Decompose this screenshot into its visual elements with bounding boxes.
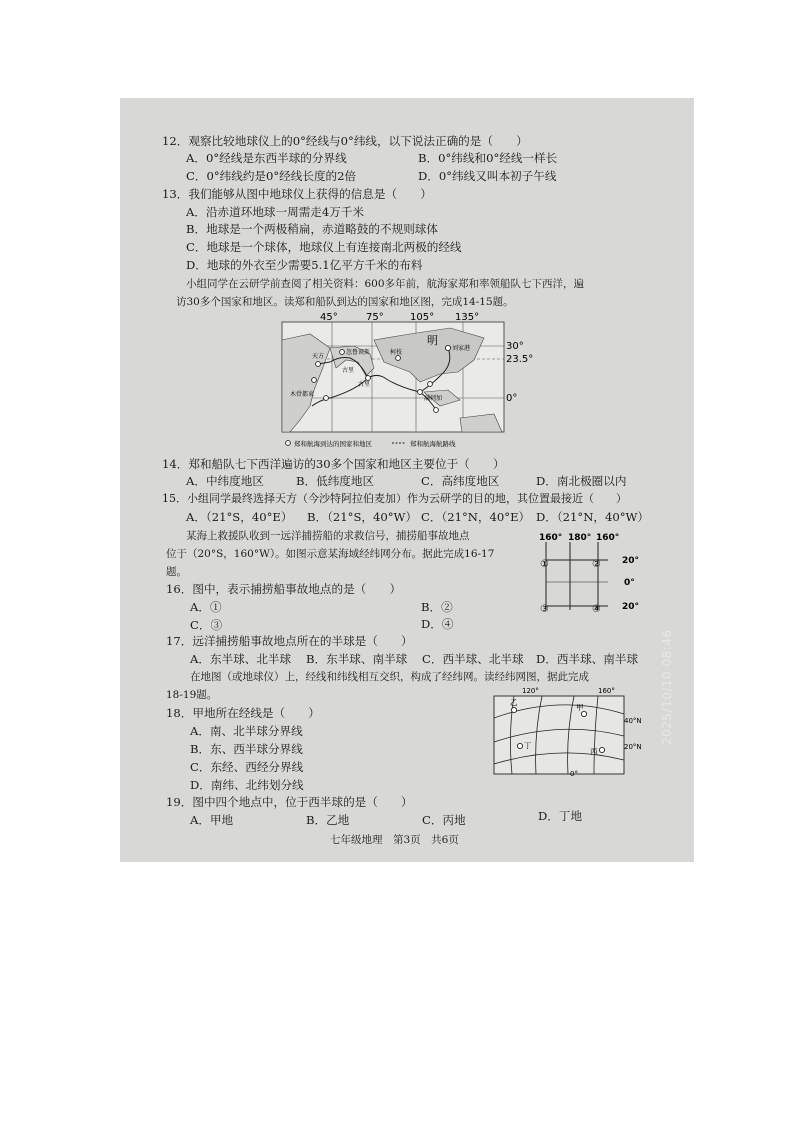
q13-option-d: D．地球的外衣至少需要5.1亿平方千米的布料	[186, 258, 423, 272]
map-place-label: 古里	[358, 381, 371, 388]
point-ding	[517, 743, 522, 748]
page-footer: 七年级地理 第3页 共6页	[330, 834, 459, 846]
map-place-label: 明	[427, 334, 438, 347]
q12-option-a: A．0°经线是东西半球的分界线	[186, 151, 347, 165]
q13-stem: 13．我们能够从图中地球仪上获得的信息是（ ）	[162, 187, 432, 201]
q18-option-d: D．南纬、北纬划分线	[190, 778, 304, 792]
grid18-point-label: 丁	[524, 741, 532, 750]
q16-option-c: C．③	[190, 618, 223, 632]
grid16-point-3: ③	[540, 604, 549, 614]
intro-16-17-line3: 题。	[166, 566, 187, 578]
q16-option-d: D．④	[421, 617, 454, 631]
q14-option-a: A．中纬度地区	[186, 474, 264, 488]
point-jia	[581, 711, 586, 716]
map-place-label: 古里	[342, 367, 355, 374]
q12-option-b: B．0°纬线和0°经线一样长	[418, 151, 558, 165]
photo-timestamp: 2025/10/10 08:46	[660, 629, 674, 745]
q18-option-a: A．南、北半球分界线	[190, 724, 303, 738]
q19-option-c: C．丙地	[422, 813, 466, 827]
q13-option-b: B．地球是一个两极稍扁，赤道略鼓的不规则球体	[186, 222, 438, 236]
hormuz-point	[340, 350, 345, 355]
siam-point	[428, 382, 433, 387]
q15-option-b: B．（21°S，40°W）	[307, 510, 418, 524]
q14-option-d: D．南北极圈以内	[536, 474, 627, 488]
grid16-lon-label: 160°	[596, 533, 620, 543]
intro-14-15-line1: 小组同学在云研学前查阅了相关资料：600多年前，航海家郑和率领船队七下西洋，遍	[186, 278, 585, 290]
legend-point-label: 郑和航海到达的国家和地区	[294, 440, 372, 448]
legend-point-icon	[286, 441, 291, 446]
q14-option-b: B．低纬度地区	[296, 474, 375, 488]
q14-stem: 14．郑和船队七下西洋遍访的30多个国家和地区主要位于（ ）	[162, 457, 505, 471]
q15-stem: 15．小组同学最终选择天方（今沙特阿拉伯麦加）作为云研学的目的地，其位置最接近（ ）	[162, 492, 627, 505]
grid18-lat-label: 40°N	[624, 717, 642, 725]
map-lat-label: 30°	[506, 341, 524, 352]
q18-option-b: B．东、西半球分界线	[190, 742, 303, 756]
guli-point	[366, 376, 371, 381]
grid18-lon-label: 160°	[598, 687, 615, 695]
grid16-lat-label: 20°	[622, 602, 640, 612]
q12-option-d: D．0°纬线又叫本初子午线	[418, 169, 557, 183]
q17-option-b: B．东半球、南半球	[306, 652, 408, 666]
grid16-point-2: ②	[592, 559, 601, 570]
q16-option-b: B．②	[421, 600, 453, 614]
q18-stem: 18．甲地所在经线是（ ）	[166, 706, 320, 720]
grid18-point-label: 乙	[510, 698, 518, 707]
q16-option-a: A．①	[190, 600, 222, 614]
grid16-point-4: ④	[592, 604, 601, 614]
q19-stem: 19．图中四个地点中，位于西半球的是（ ）	[166, 795, 413, 809]
q17-option-c: C．西半球、北半球	[422, 652, 524, 666]
map-place-label: 木骨都束	[290, 391, 315, 398]
intro-18-19-line2: 18-19题。	[166, 689, 218, 701]
tianfang-point	[316, 362, 321, 367]
map-lon-label: 135°	[455, 312, 480, 323]
q15-option-a: A．（21°S，40°E）	[186, 510, 293, 524]
map-lat-label: 23.5°	[506, 354, 534, 365]
q17-option-a: A．东半球、北半球	[190, 652, 292, 666]
malacca-point	[418, 390, 423, 395]
grid16-point-1: ①	[540, 559, 549, 570]
q13-option-a: A．沿赤道环地球一周需走4万千米	[186, 205, 365, 219]
map-place-label: 忽鲁谟斯	[346, 349, 371, 356]
q12-option-c: C．0°纬线约是0°经线长度的2倍	[186, 169, 357, 183]
q16-stem: 16．图中，表示捕捞船事故地点的是（ ）	[166, 582, 402, 596]
mogadishu-point	[324, 396, 329, 401]
map-place-label: 天方	[312, 353, 325, 360]
grid18-lon-label: 120°	[522, 687, 539, 695]
lat-lon-grid-18	[490, 684, 650, 780]
grid16-lon-label: 160°	[539, 533, 563, 543]
grid18-point-label: 丙	[590, 747, 598, 756]
grid18-point-label: 甲	[576, 703, 584, 712]
map-lon-label: 105°	[410, 312, 435, 323]
map-place-label: 刘家港	[452, 345, 471, 352]
map-lat-label: 0°	[506, 393, 518, 404]
intro-16-17-line1: 某海上救援队收到一远洋捕捞船的求救信号，捕捞船事故地点	[186, 530, 470, 542]
q18-option-c: C．东经、西经分界线	[190, 760, 304, 774]
q14-option-c: C．高纬度地区	[421, 474, 500, 488]
aden-point	[312, 378, 317, 383]
kozhi-point	[396, 356, 401, 361]
map-lon-label: 75°	[366, 312, 384, 323]
q19-option-a: A．甲地	[190, 813, 234, 827]
q19-option-d: D．丁地	[538, 809, 583, 823]
q17-option-d: D．西半球、南半球	[536, 652, 639, 666]
liujiagang-point	[445, 345, 450, 350]
q13-option-c: C．地球是一个球体，地球仪上有连接南北两极的经线	[186, 240, 462, 254]
q15-option-c: C．（21°N，40°E）	[421, 510, 531, 524]
grid18-equator-label: 0°	[570, 770, 578, 778]
grid16-lon-label: 180°	[568, 533, 592, 543]
java-point	[434, 408, 439, 413]
grid18-lat-label: 20°N	[624, 743, 642, 751]
q19-option-b: B．乙地	[306, 813, 350, 827]
grid16-lat-label: 0°	[624, 578, 635, 588]
grid16-lat-label: 20°	[622, 556, 640, 566]
legend-route-label: 郑和航海航路线	[410, 440, 456, 448]
q12-stem: 12．观察比较地球仪上的0°经线与0°纬线，以下说法正确的是（ ）	[162, 134, 528, 148]
intro-14-15-line2: 访30多个国家和地区。读郑和船队到达的国家和地区图，完成14-15题。	[176, 296, 514, 308]
map-place-label: 满剌加	[424, 395, 443, 402]
zheng-he-voyage-map	[270, 310, 540, 455]
intro-18-19-line1: 在地图（或地球仪）上，经线和纬线相互交织，构成了经纬网。读经纬网图，据此完成	[190, 671, 589, 683]
map-lon-label: 45°	[320, 312, 338, 323]
lat-lon-grid-16	[538, 530, 648, 614]
q17-stem: 17．远洋捕捞船事故地点所在的半球是（ ）	[166, 634, 413, 648]
intro-16-17-line2: 位于（20°S，160°W）。如图示意某海域经纬网分布。据此完成16-17	[166, 548, 495, 560]
q15-option-d: D．（21°N，40°W）	[536, 510, 650, 524]
map-place-label: 柯枝	[390, 349, 403, 356]
point-yi	[511, 707, 516, 712]
point-bing	[599, 747, 604, 752]
